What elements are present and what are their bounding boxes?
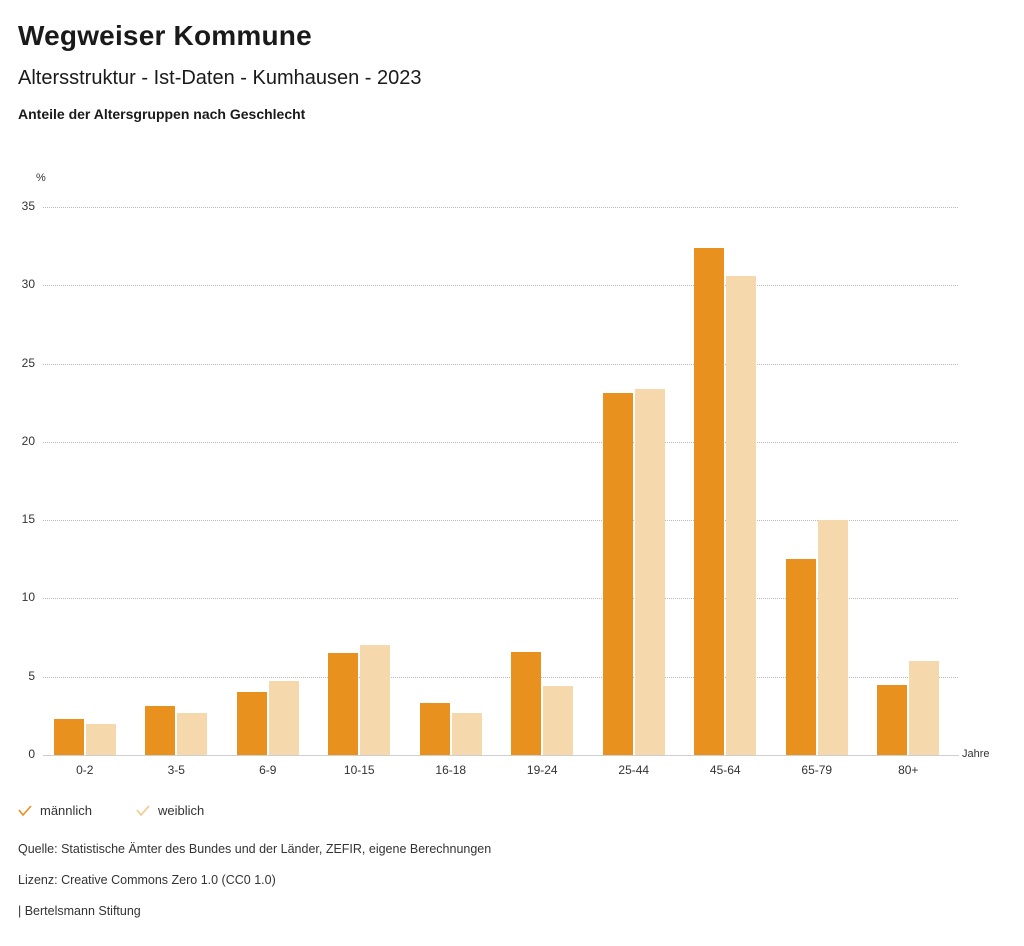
y-axis-tick-label: 35 bbox=[21, 199, 35, 213]
x-axis-unit: Jahre bbox=[962, 748, 990, 760]
bar-maennlich[interactable] bbox=[145, 706, 175, 755]
page-title: Wegweiser Kommune bbox=[18, 20, 312, 51]
y-axis-tick-label: 5 bbox=[28, 668, 35, 683]
x-axis-tick-label: 16-18 bbox=[435, 763, 467, 777]
bar-weiblich[interactable] bbox=[360, 645, 390, 755]
x-axis-tick-label: 6-9 bbox=[259, 763, 277, 777]
y-axis-tick-label: 0 bbox=[28, 747, 35, 761]
check-icon bbox=[136, 804, 150, 818]
bar-weiblich[interactable] bbox=[635, 389, 665, 755]
bar-weiblich[interactable] bbox=[543, 686, 573, 755]
x-axis-tick-label: 0-2 bbox=[76, 763, 94, 777]
legend-label-maennlich: männlich bbox=[40, 803, 93, 818]
bar-group bbox=[603, 207, 665, 755]
bar-maennlich[interactable] bbox=[511, 652, 541, 755]
y-axis-tick-label: 20 bbox=[21, 433, 35, 448]
bar-group bbox=[54, 207, 116, 755]
bar-maennlich[interactable] bbox=[694, 248, 724, 755]
bar-weiblich[interactable] bbox=[86, 724, 116, 755]
y-axis-tick-label: 10 bbox=[21, 590, 35, 605]
footnote-publisher: | Bertelsmann Stiftung bbox=[18, 904, 141, 918]
legend-item-maennlich[interactable] bbox=[18, 803, 92, 818]
bar-group bbox=[328, 207, 390, 755]
bar-group bbox=[786, 207, 848, 755]
x-axis-tick-label: 65-79 bbox=[801, 763, 833, 777]
x-axis-tick-label: 10-15 bbox=[343, 763, 375, 777]
bar-maennlich[interactable] bbox=[54, 719, 84, 755]
bar-weiblich[interactable] bbox=[818, 520, 848, 755]
bar-maennlich[interactable] bbox=[786, 559, 816, 755]
bar-maennlich[interactable] bbox=[328, 653, 358, 755]
bar-weiblich[interactable] bbox=[269, 681, 299, 755]
x-axis-tick-label: 3-5 bbox=[167, 763, 185, 777]
x-axis-line bbox=[43, 755, 959, 756]
bar-weiblich[interactable] bbox=[452, 713, 482, 755]
chart-subtitle: Altersstruktur - Ist-Daten - Kumhausen - 2023 bbox=[18, 67, 422, 89]
bar-maennlich[interactable] bbox=[877, 685, 907, 755]
footnote-license: Lizenz: Creative Commons Zero 1.0 (CC0 1.0) bbox=[18, 873, 276, 887]
bar-maennlich[interactable] bbox=[237, 692, 267, 755]
bar-group bbox=[145, 207, 207, 755]
y-axis-tick-label: 25 bbox=[21, 355, 35, 370]
bar-weiblich[interactable] bbox=[177, 713, 207, 755]
x-axis-labels bbox=[43, 763, 958, 783]
y-axis-tick-label: 30 bbox=[21, 277, 35, 292]
bar-group bbox=[237, 207, 299, 755]
y-axis-unit: % bbox=[36, 172, 46, 184]
legend-item-weiblich[interactable] bbox=[136, 803, 204, 818]
footnote-source: Quelle: Statistische Ämter des Bundes und der Länder, ZEFIR, eigene Berechnungen bbox=[18, 842, 492, 856]
bar-group bbox=[877, 207, 939, 755]
check-icon bbox=[18, 804, 32, 818]
chart-description: Anteile der Altersgruppen nach Geschlecht bbox=[18, 106, 306, 122]
legend-label-weiblich: weiblich bbox=[158, 803, 205, 818]
bar-maennlich[interactable] bbox=[603, 393, 633, 755]
bar-weiblich[interactable] bbox=[726, 276, 756, 755]
x-axis-tick-label: 45-64 bbox=[709, 763, 741, 777]
y-axis-ticks bbox=[0, 199, 35, 761]
x-axis-tick-label: 25-44 bbox=[618, 763, 650, 777]
chart-bars bbox=[43, 207, 958, 755]
bar-group bbox=[420, 207, 482, 755]
bar-group bbox=[511, 207, 573, 755]
x-axis-tick-label: 19-24 bbox=[526, 763, 558, 777]
bar-weiblich[interactable] bbox=[909, 661, 939, 755]
y-axis-tick-label: 15 bbox=[21, 512, 35, 527]
bar-group bbox=[694, 207, 756, 755]
x-axis-tick-label: 80+ bbox=[898, 763, 919, 777]
bar-maennlich[interactable] bbox=[420, 703, 450, 755]
